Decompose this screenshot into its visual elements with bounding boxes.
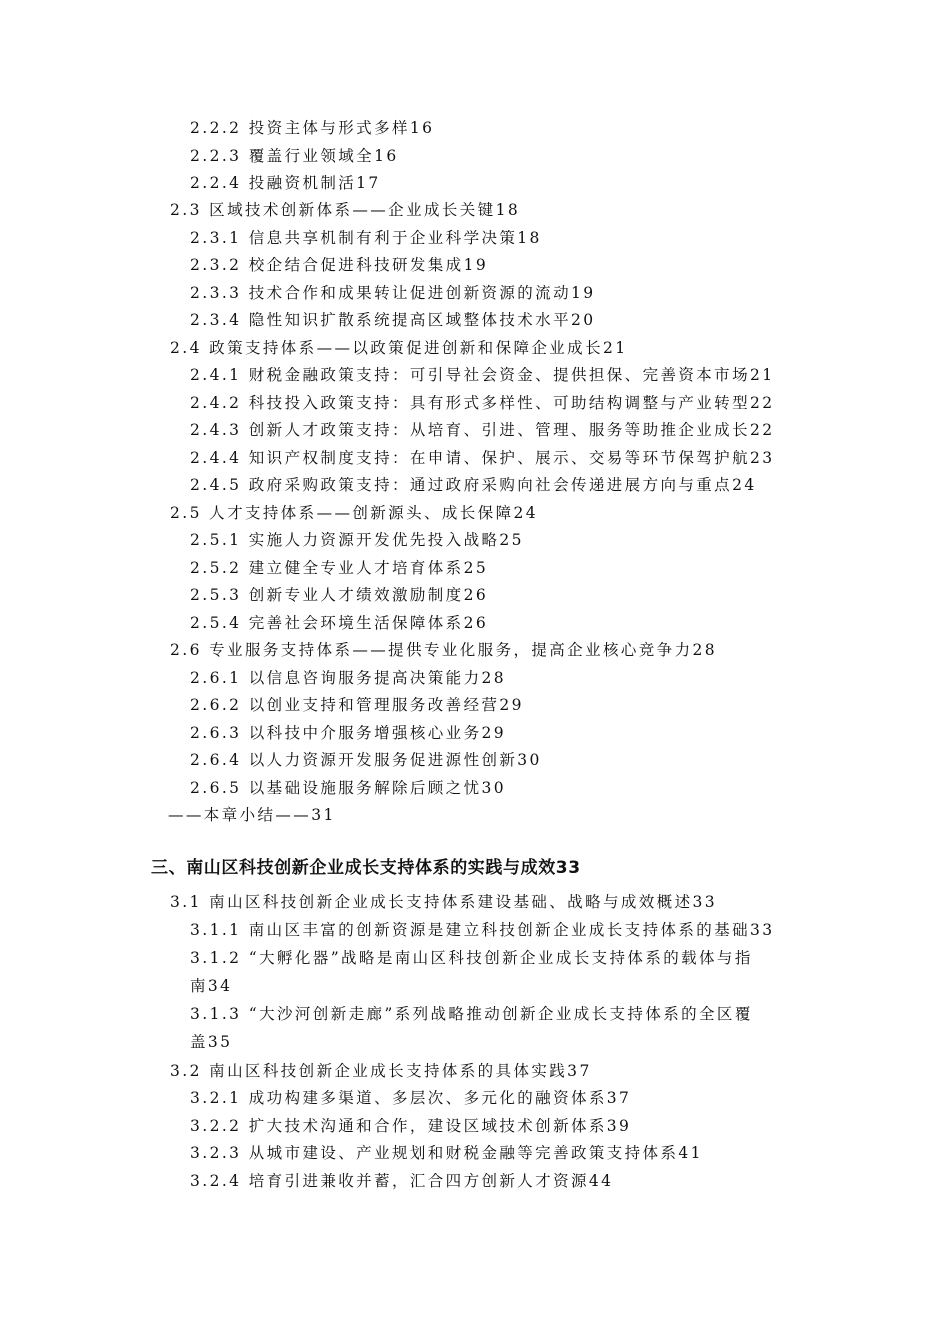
toc-entry-2-4-2: 2.4.2 科技投入政策支持：具有形式多样性、可助结构调整与产业转型22 [190, 394, 775, 412]
toc-entry-chapter-summary: ——本章小结——31 [168, 806, 336, 824]
toc-entry-2-3-1: 2.3.1 信息共享机制有利于企业科学决策18 [190, 229, 542, 247]
toc-entry-2-5: 2.5 人才支持体系——创新源头、成长保障24 [170, 504, 539, 522]
toc-entry-3-2-3: 3.2.3 从城市建设、产业规划和财税金融等完善政策支持体系41 [190, 1144, 703, 1162]
toc-chapter-3-heading: 三、南山区科技创新企业成长支持体系的实践与成效33 [151, 858, 581, 878]
toc-entry-2-3-2: 2.3.2 校企结合促进科技研发集成19 [190, 256, 489, 274]
toc-entry-2-6-3: 2.6.3 以科技中介服务增强核心业务29 [190, 724, 506, 742]
toc-entry-2-6-1: 2.6.1 以信息咨询服务提高决策能力28 [190, 669, 506, 687]
toc-entry-3-1-3: 3.1.3 “大沙河创新走廊”系列战略推动创新企业成长支持体系的全区覆 [190, 1005, 753, 1023]
toc-entry-2-4-1: 2.4.1 财税金融政策支持：可引导社会资金、提供担保、完善资本市场21 [190, 366, 775, 384]
toc-entry-2-5-4: 2.5.4 完善社会环境生活保障体系26 [190, 614, 489, 632]
toc-entry-3-2-2: 3.2.2 扩大技术沟通和合作，建设区域技术创新体系39 [190, 1117, 632, 1135]
toc-entry-2-2-4: 2.2.4 投融资机制活17 [190, 174, 381, 192]
toc-entry-2-6-2: 2.6.2 以创业支持和管理服务改善经营29 [190, 696, 524, 714]
toc-entry-2-5-1: 2.5.1 实施人力资源开发优先投入战略25 [190, 531, 524, 549]
toc-entry-2-3-3: 2.3.3 技术合作和成果转让促进创新资源的流动19 [190, 284, 596, 302]
toc-entry-3-1-1: 3.1.1 南山区丰富的创新资源是建立科技创新企业成长支持体系的基础33 [190, 921, 775, 939]
toc-entry-2-6: 2.6 专业服务支持体系——提供专业化服务，提高企业核心竞争力28 [170, 641, 718, 659]
toc-entry-2-4: 2.4 政策支持体系——以政策促进创新和保障企业成长21 [170, 339, 628, 357]
toc-entry-2-2-3: 2.2.3 覆盖行业领域全16 [190, 147, 399, 165]
toc-entry-3-2-1: 3.2.1 成功构建多渠道、多层次、多元化的融资体系37 [190, 1089, 632, 1107]
toc-entry-2-4-5: 2.4.5 政府采购政策支持：通过政府采购向社会传递进展方向与重点24 [190, 476, 757, 494]
toc-entry-3-2-4: 3.2.4 培育引进兼收并蓄，汇合四方创新人才资源44 [190, 1172, 614, 1190]
toc-entry-3-1-3-continued: 盖35 [190, 1033, 233, 1051]
toc-entry-2-2-2: 2.2.2 投资主体与形式多样16 [190, 119, 435, 137]
toc-entry-2-5-2: 2.5.2 建立健全专业人才培育体系25 [190, 559, 489, 577]
toc-entry-2-3-4: 2.3.4 隐性知识扩散系统提高区域整体技术水平20 [190, 311, 596, 329]
toc-entry-2-5-3: 2.5.3 创新专业人才绩效激励制度26 [190, 586, 489, 604]
toc-entry-3-1-2-continued: 南34 [190, 977, 233, 995]
toc-entry-2-6-4: 2.6.4 以人力资源开发服务促进源性创新30 [190, 751, 542, 769]
toc-entry-2-6-5: 2.6.5 以基础设施服务解除后顾之忧30 [190, 779, 506, 797]
toc-entry-3-2: 3.2 南山区科技创新企业成长支持体系的具体实践37 [170, 1062, 592, 1080]
toc-entry-2-3: 2.3 区域技术创新体系——企业成长关键18 [170, 201, 521, 219]
toc-entry-3-1: 3.1 南山区科技创新企业成长支持体系建设基础、战略与成效概述33 [170, 893, 718, 911]
toc-entry-2-4-3: 2.4.3 创新人才政策支持：从培育、引进、管理、服务等助推企业成长22 [190, 421, 775, 439]
toc-entry-3-1-2: 3.1.2 “大孵化器”战略是南山区科技创新企业成长支持体系的载体与指 [190, 949, 753, 967]
toc-entry-2-4-4: 2.4.4 知识产权制度支持：在申请、保护、展示、交易等环节保驾护航23 [190, 449, 775, 467]
